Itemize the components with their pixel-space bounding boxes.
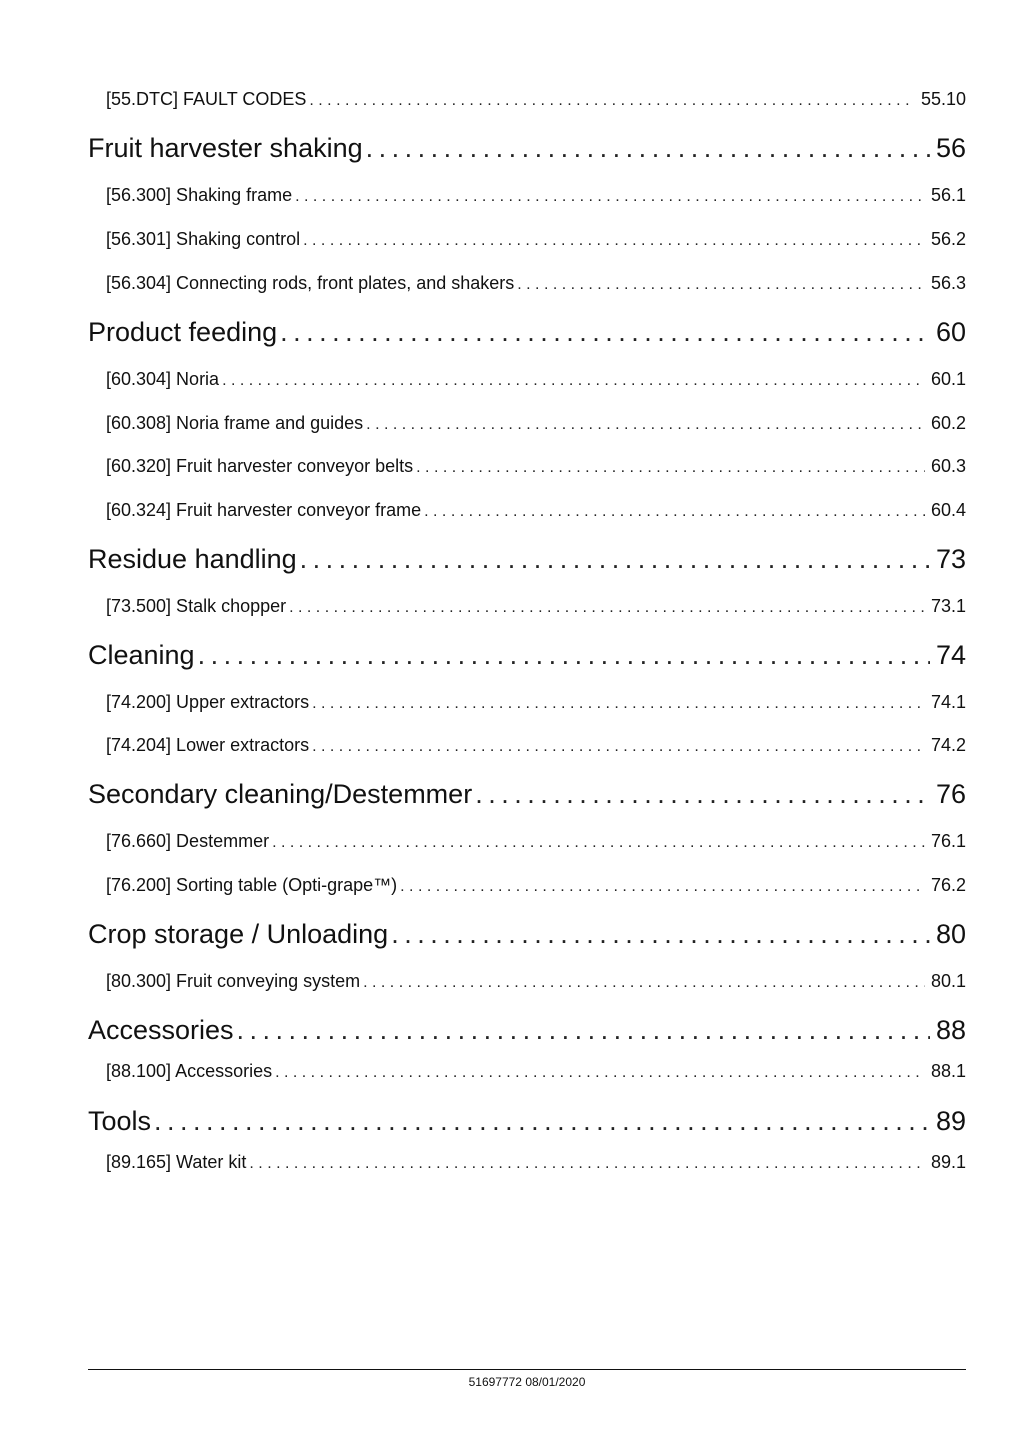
toc-entry-title: [80.300] Fruit conveying system: [106, 971, 361, 991]
toc-entry-80-300[interactable]: [106, 971, 966, 995]
toc-entry-73-500[interactable]: [106, 596, 966, 620]
toc-entry-page: 56.2: [930, 229, 966, 249]
toc-section-page: 60: [935, 317, 966, 347]
dot-leader: [312, 695, 925, 713]
dot-leader: [312, 738, 925, 756]
toc-entry-page: 88.1: [930, 1061, 966, 1081]
toc-entry-page: 60.1: [930, 369, 966, 389]
toc-entry-page: 76.2: [930, 875, 966, 895]
toc-section-product-feeding[interactable]: [88, 317, 966, 351]
toc-entry-title: [60.324] Fruit harvester conveyor frame: [106, 500, 422, 520]
toc-entry-page: 74.2: [930, 735, 966, 755]
toc-entry-74-204[interactable]: [106, 735, 966, 759]
toc-entry-title: [60.304] Noria: [106, 369, 220, 389]
toc-entry-title: [89.165] Water kit: [106, 1152, 247, 1172]
toc-entry-page: 74.1: [930, 692, 966, 712]
footer-document-id: 51697772 08/01/2020: [468, 1375, 586, 1389]
toc-section-accessories[interactable]: [88, 1015, 966, 1049]
toc-section-secondary-cleaning[interactable]: [88, 779, 966, 813]
toc-entry-56-304[interactable]: [106, 273, 966, 297]
dot-leader: [424, 503, 925, 521]
dot-leader: [416, 459, 925, 477]
dot-leader: [275, 1064, 925, 1082]
dot-leader: [391, 919, 930, 950]
toc-entry-page: 60.3: [930, 456, 966, 476]
toc-entry-title: [56.301] Shaking control: [106, 229, 301, 249]
toc-entry-page: 55.10: [920, 89, 966, 109]
toc-entry-89-165[interactable]: [106, 1152, 966, 1176]
toc-section-page: 74: [935, 640, 966, 670]
dot-leader: [154, 1106, 930, 1137]
toc-entry-title: [88.100] Accessories: [106, 1061, 273, 1081]
toc-entry-page: 73.1: [930, 596, 966, 616]
toc-section-title: Cleaning: [88, 640, 195, 670]
toc-entry-60-324[interactable]: [106, 500, 966, 524]
toc-section-crop-storage[interactable]: [88, 919, 966, 953]
dot-leader: [366, 416, 925, 434]
toc-entry-title: [56.304] Connecting rods, front plates, and shakers: [106, 273, 515, 293]
toc-section-cleaning[interactable]: [88, 640, 966, 674]
dot-leader: [303, 232, 925, 250]
toc-section-fruit-harvester-shaking[interactable]: [88, 133, 966, 167]
toc-section-title: Secondary cleaning/Destemmer: [88, 779, 473, 809]
toc-section-page: 89: [935, 1106, 966, 1136]
dot-leader: [237, 1015, 930, 1046]
dot-leader: [198, 640, 930, 671]
toc-entry-76-660[interactable]: [106, 831, 966, 855]
dot-leader: [222, 372, 925, 390]
toc-entry-page: 60.4: [930, 500, 966, 520]
toc-section-page: 56: [935, 133, 966, 163]
toc-entry-title: [76.200] Sorting table (Opti-grape™): [106, 875, 398, 895]
toc-section-title: Fruit harvester shaking: [88, 133, 363, 163]
dot-leader: [363, 974, 925, 992]
toc-entry-title: [55.DTC] FAULT CODES: [106, 89, 307, 109]
dot-leader: [475, 779, 930, 810]
toc-entry-page: 80.1: [930, 971, 966, 991]
toc-entry-56-301[interactable]: [106, 229, 966, 253]
toc-section-title: Crop storage / Unloading: [88, 919, 389, 949]
toc-section-title: Accessories: [88, 1015, 234, 1045]
dot-leader: [309, 92, 915, 110]
toc-section-title: Tools: [88, 1106, 152, 1136]
toc-entry-title: [60.308] Noria frame and guides: [106, 413, 364, 433]
dot-leader: [517, 276, 925, 294]
toc-entry-56-300[interactable]: [106, 185, 966, 209]
footer-divider: [88, 1369, 966, 1370]
toc-entry-title: [60.320] Fruit harvester conveyor belts: [106, 456, 414, 476]
toc-entry-page: 76.1: [930, 831, 966, 851]
toc-entry-title: [56.300] Shaking frame: [106, 185, 293, 205]
dot-leader: [400, 878, 925, 896]
toc-section-residue-handling[interactable]: [88, 544, 966, 578]
toc-entry-55-dtc[interactable]: [106, 89, 966, 113]
toc-entry-title: [74.200] Upper extractors: [106, 692, 310, 712]
dot-leader: [300, 544, 930, 575]
toc-entry-page: 56.3: [930, 273, 966, 293]
dot-leader: [249, 1155, 925, 1173]
toc-section-page: 76: [935, 779, 966, 809]
toc-entry-60-304[interactable]: [106, 369, 966, 393]
toc-entry-title: [76.660] Destemmer: [106, 831, 270, 851]
toc-entry-88-100[interactable]: [106, 1061, 966, 1085]
toc-entry-page: 60.2: [930, 413, 966, 433]
dot-leader: [366, 133, 930, 164]
toc-entry-title: [74.204] Lower extractors: [106, 735, 310, 755]
toc-entry-page: 89.1: [930, 1152, 966, 1172]
dot-leader: [289, 599, 925, 617]
toc-entry-74-200[interactable]: [106, 692, 966, 716]
toc-section-page: 80: [935, 919, 966, 949]
toc-section-title: Residue handling: [88, 544, 297, 574]
toc-section-page: 73: [935, 544, 966, 574]
toc-entry-60-308[interactable]: [106, 413, 966, 437]
dot-leader: [272, 834, 925, 852]
toc-section-title: Product feeding: [88, 317, 278, 347]
toc-entry-60-320[interactable]: [106, 456, 966, 480]
toc-entry-title: [73.500] Stalk chopper: [106, 596, 287, 616]
toc-section-tools[interactable]: [88, 1106, 966, 1140]
dot-leader: [280, 317, 930, 348]
toc-entry-76-200[interactable]: [106, 875, 966, 899]
toc-entry-page: 56.1: [930, 185, 966, 205]
dot-leader: [295, 188, 925, 206]
toc-section-page: 88: [935, 1015, 966, 1045]
